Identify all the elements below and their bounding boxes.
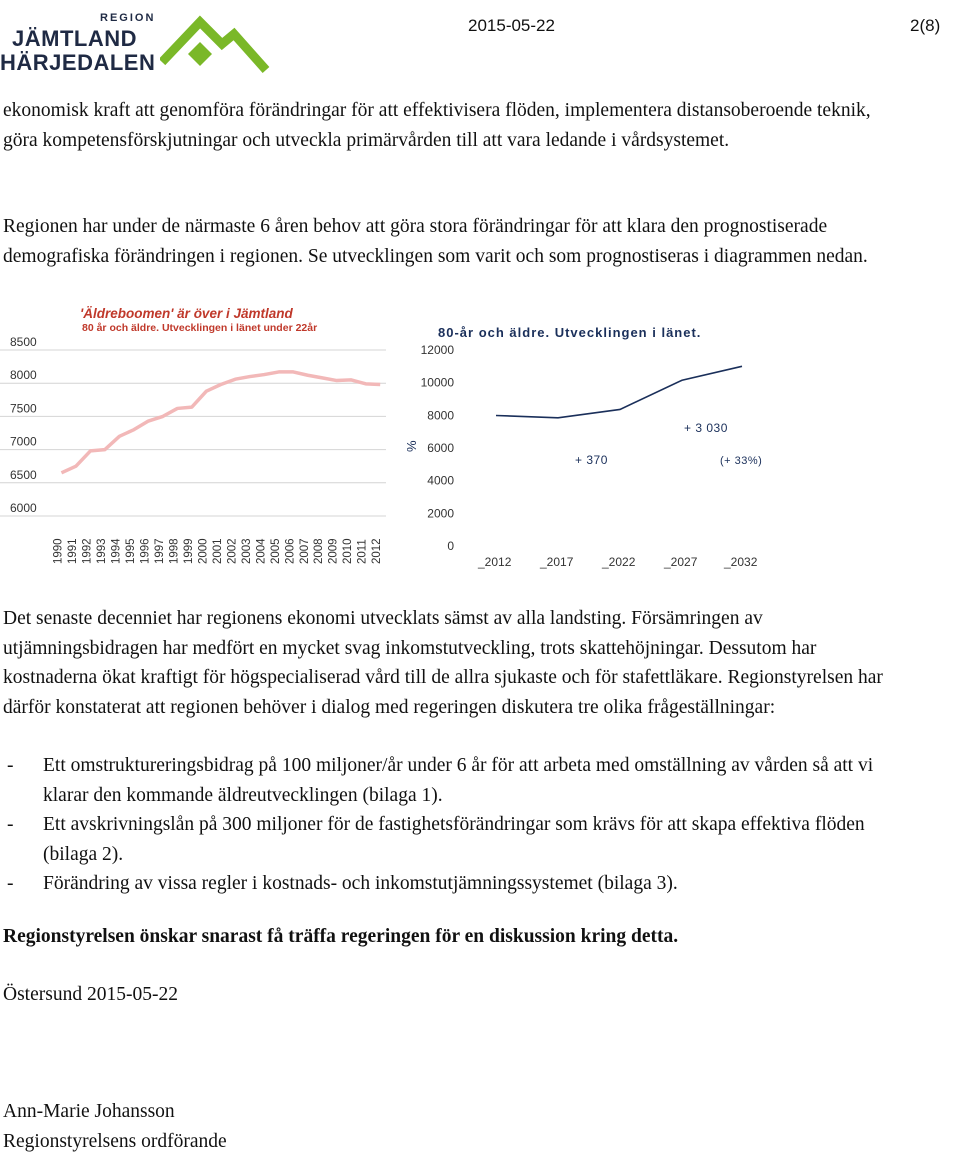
x-tick-label: _2022 (602, 555, 636, 569)
x-tick-label: 2009 (327, 538, 340, 564)
series-line (61, 372, 380, 473)
logo-line-1: JÄMTLAND (12, 26, 137, 51)
chart-title: 80-år och äldre. Utvecklingen i länet. (438, 325, 702, 340)
annotation-increase-2032: + 3 030 (684, 421, 728, 435)
x-tick-label: 2001 (211, 538, 224, 564)
x-tick-label: 1993 (95, 538, 108, 564)
y-tick-label: 6000 (427, 441, 454, 455)
chart-historical (0, 300, 392, 570)
region-logo (0, 6, 270, 76)
logo-line-2: HÄRJEDALEN (0, 50, 156, 75)
logo-region-text: REGION (100, 12, 156, 24)
list-item-text: Förändring av vissa regler i kostnads- och inkomstutjämningssystemet (bilaga 3). (43, 873, 678, 894)
x-tick-label: _2032 (724, 555, 758, 569)
x-tick-label: _2027 (664, 555, 698, 569)
x-tick-label: 1998 (168, 538, 181, 564)
request-list (3, 751, 923, 899)
x-tick-label: 1999 (182, 538, 195, 564)
y-tick-label: 0 (447, 539, 454, 553)
x-tick-label: 2011 (356, 539, 369, 564)
x-tick-label: 2008 (313, 538, 326, 564)
chart-subtitle: 80 år och äldre. Utvecklingen i länet under 22år (82, 322, 318, 334)
chart-projection (396, 318, 776, 576)
annotation-increase-2017: + 370 (575, 453, 608, 467)
y-axis-label: % (404, 440, 419, 452)
x-tick-label: 2005 (269, 538, 282, 564)
x-tick-label: 2012 (371, 538, 384, 564)
mountain-logo-icon (160, 12, 270, 76)
x-tick-label: _2012 (478, 555, 512, 569)
x-tick-label: 1990 (52, 538, 65, 564)
x-tick-label: 1994 (110, 538, 123, 564)
list-item-text: Ett avskrivningslån på 300 miljoner för de fastighetsförändringar som krävs för att skapa effektiva flöden (bilaga 2). (43, 814, 865, 865)
x-tick-label: 1996 (139, 538, 152, 564)
x-tick-label: 2010 (342, 538, 355, 564)
list-marker: - (7, 873, 14, 894)
signer-title: Regionstyrelsens ordförande (3, 1131, 227, 1152)
paragraph-3: Det senaste decenniet har regionens ekonomi utvecklats sämst av alla landsting. Försämringen av utjämningsbidragen har medfört en mycket svag inkomstutveckling, trots skattehöjningar. Dessutom har kostnaderna ökat kraftigt för högspecialiserad vård till de allra sjukaste och för stafettläkare. Regionstyrelsen har därför konstaterat att regionen behöver i dialog med regeringen diskutera tre olika frågeställningar: (3, 608, 883, 718)
x-tick-label: 1995 (124, 538, 137, 564)
x-tick-label: 2002 (226, 538, 239, 564)
paragraph-1: ekonomisk kraft att genomföra förändringar för att effektivisera flöden, implementera distansoberoende teknik, göra kompetensförskjutningar och utveckla primärvården till att vara ledande i vårdsystemet. (3, 100, 871, 151)
series-line (496, 366, 742, 417)
paragraph-2: Regionen har under de närmaste 6 åren behov att göra stora förändringar för att klara den prognostiserade demografiska förändringen i regionen. Se utvecklingen som varit och som prognostiseras i diagrammen nedan. (3, 216, 868, 267)
list-item (3, 810, 923, 869)
x-tick-label: 2000 (197, 538, 210, 564)
y-tick-label: 10000 (420, 375, 454, 390)
signer-name: Ann-Marie Johansson (3, 1101, 175, 1122)
y-tick-label: 2000 (427, 506, 454, 521)
x-tick-label: 2007 (298, 538, 311, 564)
place-and-date: Östersund 2015-05-22 (3, 984, 178, 1005)
y-tick-label: 12000 (420, 343, 454, 357)
y-tick-label: 4000 (427, 473, 454, 488)
closing-statement: Regionstyrelsen önskar snarast få träffa regeringen för en diskussion kring detta. (3, 926, 679, 947)
y-tick-label: 6000 (10, 501, 37, 515)
x-tick-label: 1997 (153, 538, 166, 564)
page-number: 2(8) (910, 16, 941, 35)
x-tick-label: 2003 (240, 538, 253, 564)
x-tick-label: _2017 (540, 555, 574, 569)
chart-title: 'Äldreboomen' är över i Jämtland (80, 306, 293, 321)
list-marker: - (7, 755, 14, 776)
header-date: 2015-05-22 (468, 16, 555, 35)
y-tick-label: 6500 (10, 467, 37, 482)
y-tick-label: 7500 (10, 401, 37, 416)
page-header (0, 0, 960, 80)
y-tick-label: 8000 (427, 408, 454, 423)
y-tick-label: 7000 (10, 434, 37, 449)
y-tick-label: 8000 (10, 368, 37, 383)
x-tick-label: 2006 (284, 538, 297, 564)
x-tick-label: 1992 (81, 538, 94, 564)
list-marker: - (7, 814, 14, 835)
list-item (3, 751, 923, 810)
x-tick-label: 2004 (255, 538, 268, 564)
annotation-percent: (+ 33%) (720, 455, 763, 467)
list-item-text: Ett omstruktureringsbidrag på 100 miljoner/år under 6 år för att arbeta med omställning av vården så att vi klarar den kommande äldreutvecklingen (bilaga 1). (43, 755, 874, 806)
list-item (3, 869, 923, 899)
x-tick-label: 1991 (66, 538, 79, 564)
y-tick-label: 8500 (10, 335, 37, 349)
